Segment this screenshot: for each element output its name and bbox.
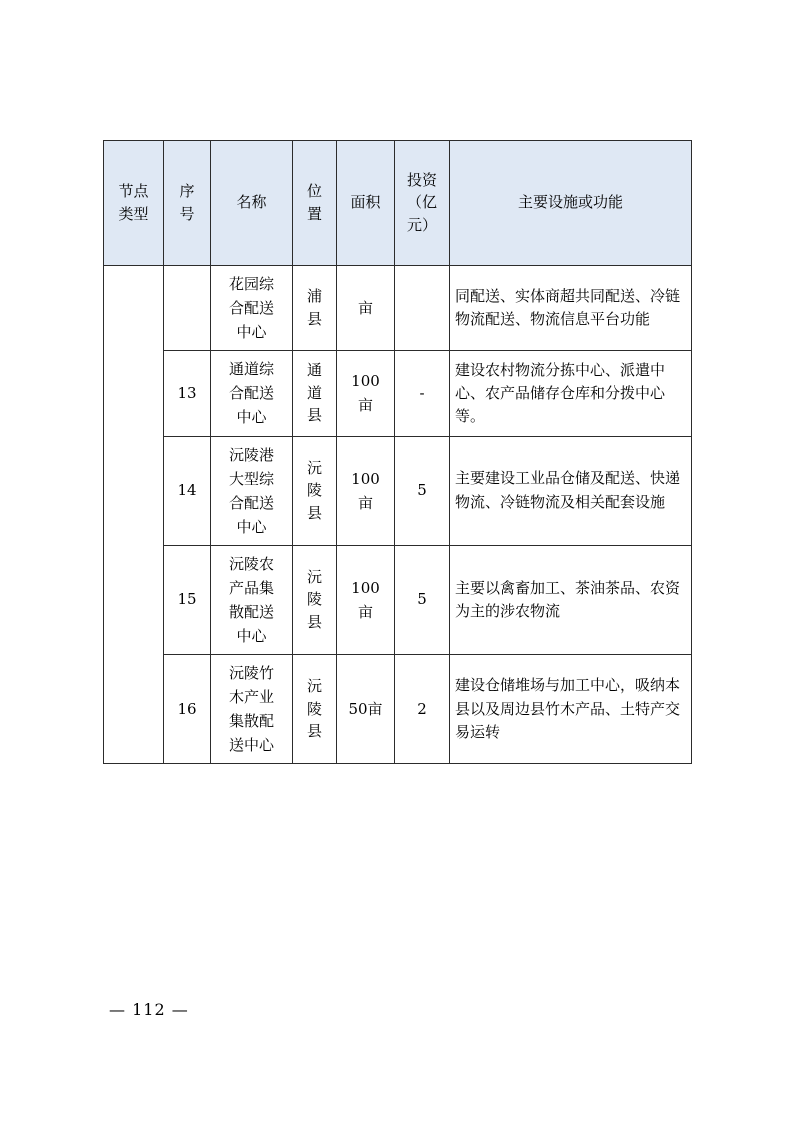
cell-location: [293, 266, 337, 351]
column-header-location: [293, 141, 337, 266]
cell-name: [211, 436, 293, 545]
column-header-name: [211, 141, 293, 266]
cell-facilities: 同配送、实体商超共同配送、冷链物流配送、物流信息平台功能: [450, 266, 692, 351]
cell-location: [293, 545, 337, 654]
page-footer: [103, 1000, 691, 1019]
cell-location: [293, 351, 337, 436]
cell-investment: 2: [395, 655, 450, 764]
cell-location: [293, 436, 337, 545]
column-header-location-label: 位置: [306, 182, 322, 223]
cell-seq-no: 15: [164, 545, 211, 654]
column-header-seq-no-label: 序号: [179, 182, 195, 223]
column-header-area: [337, 141, 395, 266]
cell-facilities: 主要以禽畜加工、茶油茶品、农资为主的涉农物流: [450, 545, 692, 654]
table-header-row: [104, 141, 692, 266]
cell-name-label: 花园综合配送中心: [228, 275, 274, 341]
cell-name: [211, 266, 293, 351]
table-body: [104, 266, 692, 764]
cell-area-label: 100亩: [351, 578, 380, 621]
cell-name: [211, 655, 293, 764]
cell-name-label: 沅陵港大型综合配送中心: [228, 445, 274, 536]
column-header-name-label: 名称: [236, 193, 267, 212]
cell-seq-no: 13: [164, 351, 211, 436]
cell-area-label: 100亩: [351, 469, 380, 512]
column-header-investment-label: 投资（亿元）: [406, 170, 437, 234]
cell-area: [337, 436, 395, 545]
logistics-nodes-table: [103, 140, 692, 764]
table-row: [104, 545, 692, 654]
cell-area-label: 50亩: [348, 700, 383, 718]
cell-name-label: 通道综合配送中心: [228, 360, 274, 427]
cell-facilities: 建设仓储堆场与加工中心，吸纳本县以及周边县竹木产品、土特产交易运转: [450, 655, 692, 764]
column-header-facilities-label: 主要设施或功能: [517, 193, 623, 212]
page-number: — 112 —: [109, 1000, 189, 1019]
cell-location: [293, 655, 337, 764]
cell-seq-no: 16: [164, 655, 211, 764]
cell-seq-no: [164, 266, 211, 351]
logistics-nodes-table-wrapper: [103, 140, 691, 764]
cell-name-label: 沅陵竹木产业集散配送中心: [228, 664, 274, 754]
cell-name: [211, 545, 293, 654]
table-row: [104, 351, 692, 436]
cell-area-label: 100亩: [351, 372, 380, 415]
cell-facilities: 主要建设工业品仓储及配送、快递物流、冷链物流及相关配套设施: [450, 436, 692, 545]
table-row: [104, 655, 692, 764]
cell-location-label: 浦县: [306, 287, 322, 328]
column-header-facilities: [450, 141, 692, 266]
column-header-node-type: [104, 141, 164, 266]
column-header-area-label: 面积: [350, 193, 381, 212]
cell-seq-no: 14: [164, 436, 211, 545]
table-row: [104, 266, 692, 351]
cell-location-label: 通道县: [306, 361, 322, 425]
table-header: [104, 141, 692, 266]
cell-investment: [395, 266, 450, 351]
column-header-node-type-label: 节点类型: [118, 182, 149, 223]
cell-area: [337, 351, 395, 436]
column-header-seq-no: [164, 141, 211, 266]
cell-area: [337, 655, 395, 764]
cell-investment: 5: [395, 545, 450, 654]
cell-area: [337, 545, 395, 654]
cell-investment: 5: [395, 436, 450, 545]
cell-area-label: 亩: [357, 299, 373, 317]
cell-facilities: 建设农村物流分拣中心、派遣中心、农产品储存仓库和分拨中心等。: [450, 351, 692, 436]
cell-name-label: 沅陵农产品集散配送中心: [228, 554, 274, 645]
cell-investment: -: [395, 351, 450, 436]
cell-location-label: 沅陵县: [306, 677, 322, 740]
cell-name: [211, 351, 293, 436]
column-header-investment: [395, 141, 450, 266]
cell-area: [337, 266, 395, 351]
table-row: [104, 436, 692, 545]
cell-node-type: [104, 266, 164, 764]
cell-location-label: 沅陵县: [306, 567, 322, 631]
cell-location-label: 沅陵县: [306, 458, 322, 522]
